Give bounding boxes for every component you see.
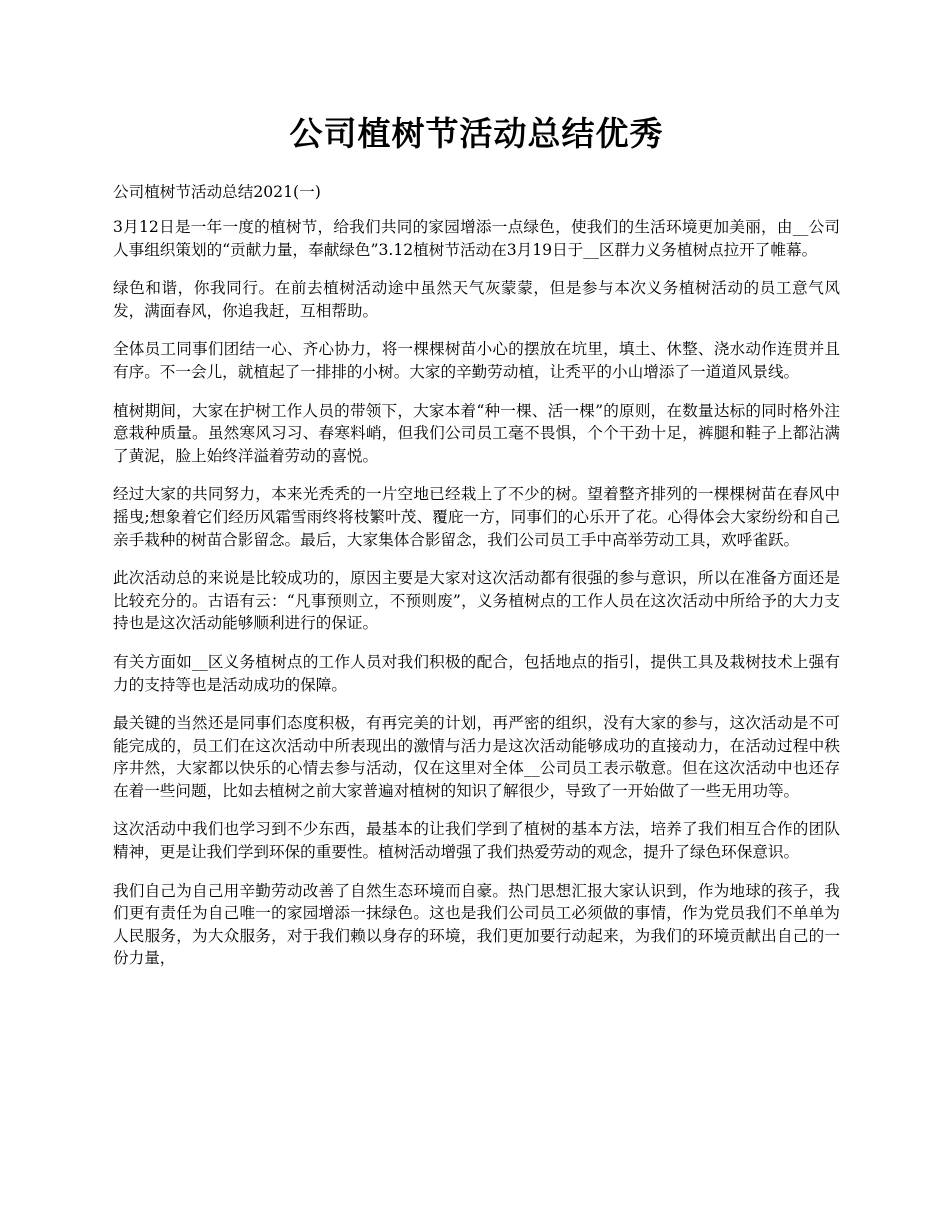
paragraph-2: 绿色和谐，你我同行。在前去植树活动途中虽然天气灰蒙蒙，但是参与本次义务植树活动的员工意气风发，满面春风，你追我赶，互相帮助。 (113, 279, 840, 320)
document-page (113, 108, 840, 986)
paragraph-1: 3月12日是一年一度的植树节，给我们共同的家园增添一点绿色，使我们的生活环境更加美丽，由__公司人事组织策划的“贡献力量，奉献绿色”3.12植树节活动在3月19日于__区群力义务植树点拉开了帷幕。 (113, 218, 840, 259)
paragraph-7: 有关方面如__区义务植树点的工作人员对我们积极的配合，包括地点的指引，提供工具及栽树技术上强有力的支持等也是活动成功的保障。 (113, 652, 840, 694)
document-title: 公司植树节活动总结优秀 (289, 114, 664, 153)
paragraph-9: 这次活动中我们也学习到不少东西，最基本的让我们学到了植树的基本方法，培养了我们相互合作的团队精神，更是让我们学到环保的重要性。植树活动增强了我们热爱劳动的观念，提升了绿色环保意识。 (113, 820, 840, 862)
paragraph-3: 全体员工同事们团结一心、齐心协力，将一棵棵树苗小心的摆放在坑里，填土、休整、浇水动作连贯并且有序。不一会儿，就植起了一排排的小树。大家的辛勤劳动植，让秃平的小山增添了一道道风景线。 (113, 340, 840, 381)
paragraph-6: 此次活动总的来说是比较成功的，原因主要是大家对这次活动都有很强的参与意识，所以在准备方面还是比较充分的。古语有云：“凡事预则立，不预则废”，义务植树点的工作人员在这次活动中所给予的大力支持也是这次活动能够顺利进行的保证。 (113, 569, 840, 633)
paragraph-5: 经过大家的共同努力，本来光秃秃的一片空地已经栽上了不少的树。望着整齐排列的一棵棵树苗在春风中摇曳;想象着它们经历风霜雪雨终将枝繁叶茂、覆庇一方，同事们的心乐开了花。心得体会大家纷纷和自己亲手栽种的树苗合影留念。最后，大家集体合影留念，我们公司员工手中高举劳动工具，欢呼雀跃。 (113, 485, 840, 549)
paragraph-4: 植树期间，大家在护树工作人员的带领下，大家本着“种一棵、活一棵”的原则，在数量达标的同时格外注意栽种质量。虽然寒风习习、春寒料峭，但我们公司员工毫不畏惧，个个干劲十足，裤腿和鞋子上都沾满了黄泥，脸上始终洋溢着劳动的喜悦。 (113, 401, 840, 465)
paragraph-10: 我们自己为自己用辛勤劳动改善了自然生态环境而自豪。热门思想汇报大家认识到，作为地球的孩子，我们更有责任为自己唯一的家园增添一抹绿色。这也是我们公司员工必须做的事情，作为党员我们不单单为人民服务，为大众服务，对于我们赖以身存的环境，我们更加要行动起来，为我们的环境贡献出自己的一份力量， (113, 881, 840, 968)
document-subtitle: 公司植树节活动总结2021(一) (113, 183, 321, 201)
paragraph-8: 最关键的当然还是同事们态度积极，有再完美的计划，再严密的组织，没有大家的参与，这次活动是不可能完成的，员工们在这次活动中所表现出的激情与活力是这次活动能够成功的直接动力，在活动过程中秩序井然，大家都以快乐的心情去参与活动，仅在这里对全体__公司员工表示敬意。但在这次活动中也还存在着一些问题，比如去植树之前大家普遍对植树的知识了解很少，导致了一开始做了一些无用功等。 (113, 714, 840, 800)
